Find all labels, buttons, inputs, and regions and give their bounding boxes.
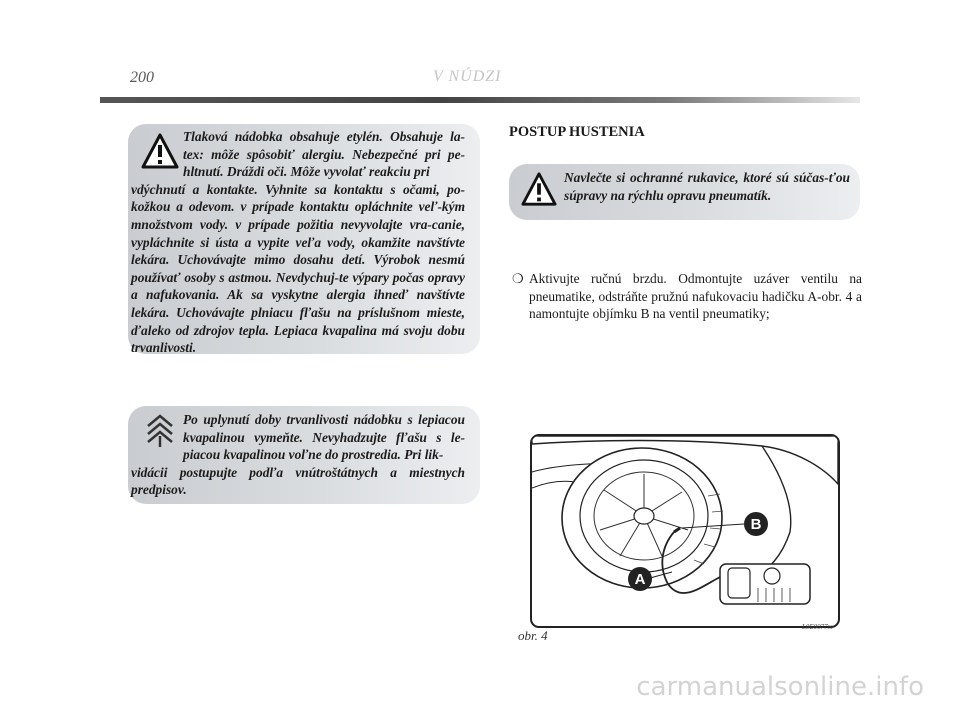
environment-text-indented: Po uplynutí doby trvanlivosti nádobku s lepiacou kvapalinou vymeňte. Nevyhadzujte fľašu s le-piacou kvapalinou voľne do prostredia. Pri lik- [183,412,465,463]
warning-text-left-indented: Tlaková nádobka obsahuje etylén. Obsahuje la-tex: môže spôsobiť alergiu. Nebezpečné pri pe-hltnutí. Dráždi oči. Môže vyvolať reakciu pri [183,129,465,180]
figure-code: L0E0077m [802,623,833,631]
page-number: 200 [130,69,154,86]
watermark-text: carmanualsonline.info [636,672,924,702]
environment-text-body: vidácii postupujte podľa vnútroštátnych a miestnych predpisov. [131,464,465,498]
warning-triangle-icon [520,171,558,207]
warning-text-right: Navlečte si ochranné rukavice, ktoré sú súčas-ťou súpravy na rýchlu opravu pneumatík. [564,170,850,203]
section-heading: POSTUP HUSTENIA [509,124,645,140]
tire-compressor-illustration [532,436,838,626]
warning-text-left-body: vdýchnutí a kontakte. Vyhnite sa kontaktu s očami, po-kožkou a odevom. v prípade kontaktu opláchnite veľ-kým množstvom vody. v prípade požitia nevyvolajte vra-canie, vypláchnite si ústa a vypite veľa vody, okamžite navštívte lekára. Uchovávajte mimo dosahu detí. Výrobok nesmú používať osoby s astmou. Nevdychuj-te výpary počas opravy a nafukovania. Ak sa vyskytne alergia ihneď navštívte lekára. Uchovávajte plniacu fľašu na príslušnom mieste, ďaleko od zdrojov tepla. Lepiaca kvapalina má svoju dobu trvanlivosti. [131,181,465,356]
section-title: V NÚDZI [433,68,502,85]
bullet-icon: ❍ [512,271,524,286]
figure-tire-inflation [530,434,840,628]
instruction-text: Aktivujte ručnú brzdu. Odmontujte uzáver ventilu na pneumatike, odstráňte pružnú nafukovaciu hadičku A-obr. 4 a namontujte objímku B na ventil pneumatiky; [529,271,862,322]
figure-label-a: A [634,571,646,588]
header-rule [100,97,860,103]
figure-caption: obr. 4 [518,628,548,643]
figure-label-b: B [750,516,762,533]
environment-text [131,411,465,499]
instruction-item [512,270,862,323]
warning-text-left [131,128,465,357]
watermark [0,672,960,708]
